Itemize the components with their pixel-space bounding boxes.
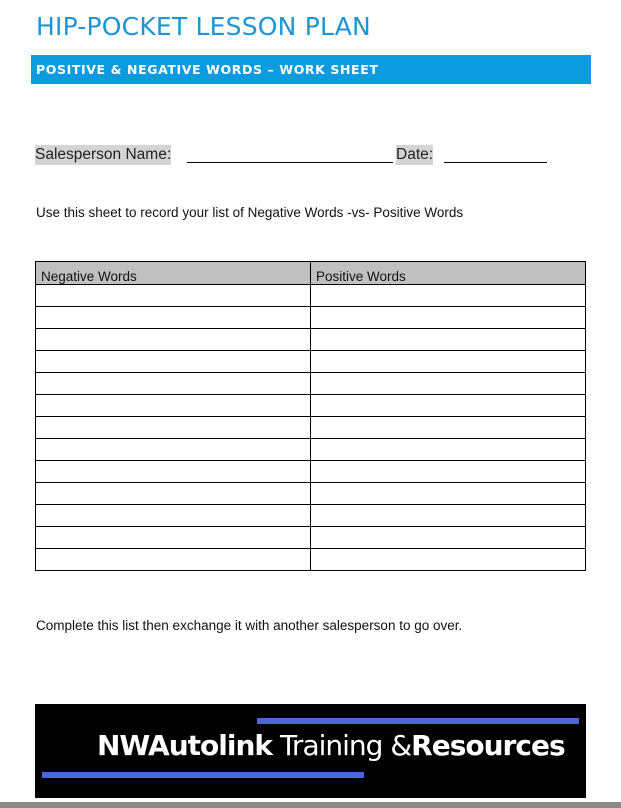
logo-stripe-bottom [42, 772, 364, 778]
negative-word-cell[interactable] [36, 461, 311, 483]
table-row [36, 395, 586, 417]
page-bottom-border [0, 802, 621, 808]
table-row [36, 285, 586, 307]
positive-word-cell[interactable] [311, 395, 586, 417]
table-header-row [36, 262, 586, 285]
page-title: HIP-POCKET LESSON PLAN [36, 12, 371, 41]
positive-word-cell[interactable] [311, 439, 586, 461]
worksheet-banner [31, 55, 591, 84]
date-field[interactable] [444, 162, 547, 163]
positive-words-header: Positive Words [311, 262, 586, 285]
negative-word-cell[interactable] [36, 527, 311, 549]
negative-words-header: Negative Words [36, 262, 311, 285]
positive-word-cell[interactable] [311, 307, 586, 329]
logo-middle: Training & [272, 729, 412, 762]
table-row [36, 417, 586, 439]
positive-word-cell[interactable] [311, 417, 586, 439]
negative-word-cell[interactable] [36, 417, 311, 439]
banner-text: POSITIVE & NEGATIVE WORDS – WORK SHEET [36, 62, 379, 77]
positive-word-cell[interactable] [311, 483, 586, 505]
logo-text [97, 729, 565, 762]
logo-brand: NWAutolink [97, 729, 273, 762]
table-row [36, 461, 586, 483]
positive-word-cell[interactable] [311, 505, 586, 527]
table-body [36, 285, 586, 571]
positive-word-cell[interactable] [311, 549, 586, 571]
positive-word-cell[interactable] [311, 329, 586, 351]
negative-word-cell[interactable] [36, 307, 311, 329]
negative-word-cell[interactable] [36, 351, 311, 373]
negative-word-cell[interactable] [36, 549, 311, 571]
positive-word-cell[interactable] [311, 351, 586, 373]
closing-text: Complete this list then exchange it with another salesperson to go over. [36, 618, 463, 633]
date-label: Date: [396, 146, 434, 163]
positive-word-cell[interactable] [311, 285, 586, 307]
table-row [36, 439, 586, 461]
salesperson-name-field[interactable] [187, 162, 393, 163]
logo-end: Resources [411, 729, 565, 762]
table-row [36, 505, 586, 527]
table-row [36, 373, 586, 395]
table-row [36, 483, 586, 505]
positive-word-cell[interactable] [311, 527, 586, 549]
words-table [35, 261, 586, 571]
instructions-text: Use this sheet to record your list of Negative Words -vs- Positive Words [36, 205, 464, 220]
positive-word-cell[interactable] [311, 461, 586, 483]
table-row [36, 351, 586, 373]
table-row [36, 307, 586, 329]
negative-word-cell[interactable] [36, 395, 311, 417]
table-row [36, 527, 586, 549]
table-row [36, 549, 586, 571]
footer-logo-banner [35, 704, 586, 798]
negative-word-cell[interactable] [36, 329, 311, 351]
negative-word-cell[interactable] [36, 505, 311, 527]
logo-stripe-top [257, 718, 579, 724]
negative-word-cell[interactable] [36, 285, 311, 307]
positive-word-cell[interactable] [311, 373, 586, 395]
negative-word-cell[interactable] [36, 439, 311, 461]
salesperson-name-label: Salesperson Name: [35, 146, 172, 163]
negative-word-cell[interactable] [36, 373, 311, 395]
negative-word-cell[interactable] [36, 483, 311, 505]
table-row [36, 329, 586, 351]
